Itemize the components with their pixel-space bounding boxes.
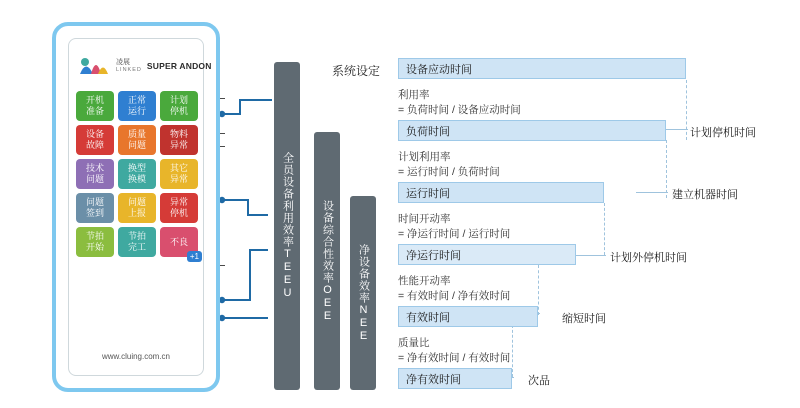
bar-nee [350,196,376,390]
sidelabel-setup-time: 建立机器时间 [672,189,738,201]
guide-line-2 [636,192,668,193]
button-other-abnormal[interactable]: 其它 异常 [160,159,198,189]
logo-icon [77,53,111,79]
dash-guide-3 [604,203,605,255]
device-screen [68,38,212,376]
button-material-abnormal[interactable]: 物料 异常 [160,125,198,155]
website-url: www.cluing.com.cn [101,352,171,361]
bar-nee-label: 净设备效率NEE [357,243,370,343]
timebar-net-effective: 净有效时间 [398,368,512,389]
button-technical-issue[interactable]: 技术 问题 [76,159,114,189]
button-takt-start[interactable]: 节拍 开始 [76,227,114,257]
logo-brand: SUPER ANDON [146,61,212,71]
timebar-planned-operating: 设备应动时间 [398,58,686,79]
bar-oee [314,132,340,390]
sidelabel-planned-downtime: 计划停机时间 [690,127,756,139]
logo-text-en: LINKED [116,66,142,73]
guide-line-3 [576,255,606,256]
sidelabel-defects: 次品 [528,375,550,387]
button-issue-checkin[interactable]: 问题 签到 [76,193,114,223]
button-row [76,159,200,189]
system-setting-label: 系统设定 [332,64,381,78]
dash-guide-4 [538,265,539,315]
button-grid [76,91,200,261]
timebar-net-running: 净运行时间 [398,244,576,265]
button-planned-stop[interactable]: 计划 停机 [160,91,198,121]
brand-logo [77,49,212,83]
button-changeover[interactable]: 换型 换模 [118,159,156,189]
sidelabel-unplanned-downtime: 计划外停机时间 [610,252,687,264]
button-row [76,91,200,121]
formula-performance: 性能开动率 = 有效时间 / 净有效时间 [398,275,511,302]
bar-oee-label: 设备综合性效率OEE [321,199,334,323]
button-takt-finish[interactable]: 节拍 完工 [118,227,156,257]
timebar-effective: 有效时间 [398,306,538,327]
button-abnormal-stop[interactable]: 异常 停机 [160,193,198,223]
andon-device [52,22,220,392]
logo-text-cn: 凌展 [116,59,130,67]
dash-guide-2 [666,140,667,198]
formula-planned-utilization: 计划利用率 = 运行时间 / 负荷时间 [398,151,500,178]
guide-line-1 [666,129,688,130]
button-quality-issue[interactable]: 质量 问题 [118,125,156,155]
button-normal-run[interactable]: 正常 运行 [118,91,156,121]
button-issue-report[interactable]: 问题 上报 [118,193,156,223]
bar-teeu [274,62,300,390]
defect-increment-badge: +1 [187,251,202,262]
dash-guide-1 [686,80,687,140]
bar-teeu-label: 全员设备利用效率TEEU [281,152,294,300]
button-equipment-fault[interactable]: 设备 故障 [76,125,114,155]
timebar-running: 运行时间 [398,182,604,203]
formula-quality: 质量比 = 净有效时间 / 有效时间 [398,337,511,364]
button-startup-prepare[interactable]: 开机 准备 [76,91,114,121]
button-row [76,193,200,223]
button-row [76,227,200,261]
sidelabel-speed-loss: 缩短时间 [562,313,606,325]
formula-time-availability: 时间开动率 = 净运行时间 / 运行时间 [398,213,511,240]
dash-guide-5 [512,325,513,377]
button-row [76,125,200,155]
formula-utilization: 利用率 = 负荷时间 / 设备应动时间 [398,89,521,116]
button-defect-count[interactable]: 不良 +1 [160,227,198,257]
timebar-load: 负荷时间 [398,120,666,141]
